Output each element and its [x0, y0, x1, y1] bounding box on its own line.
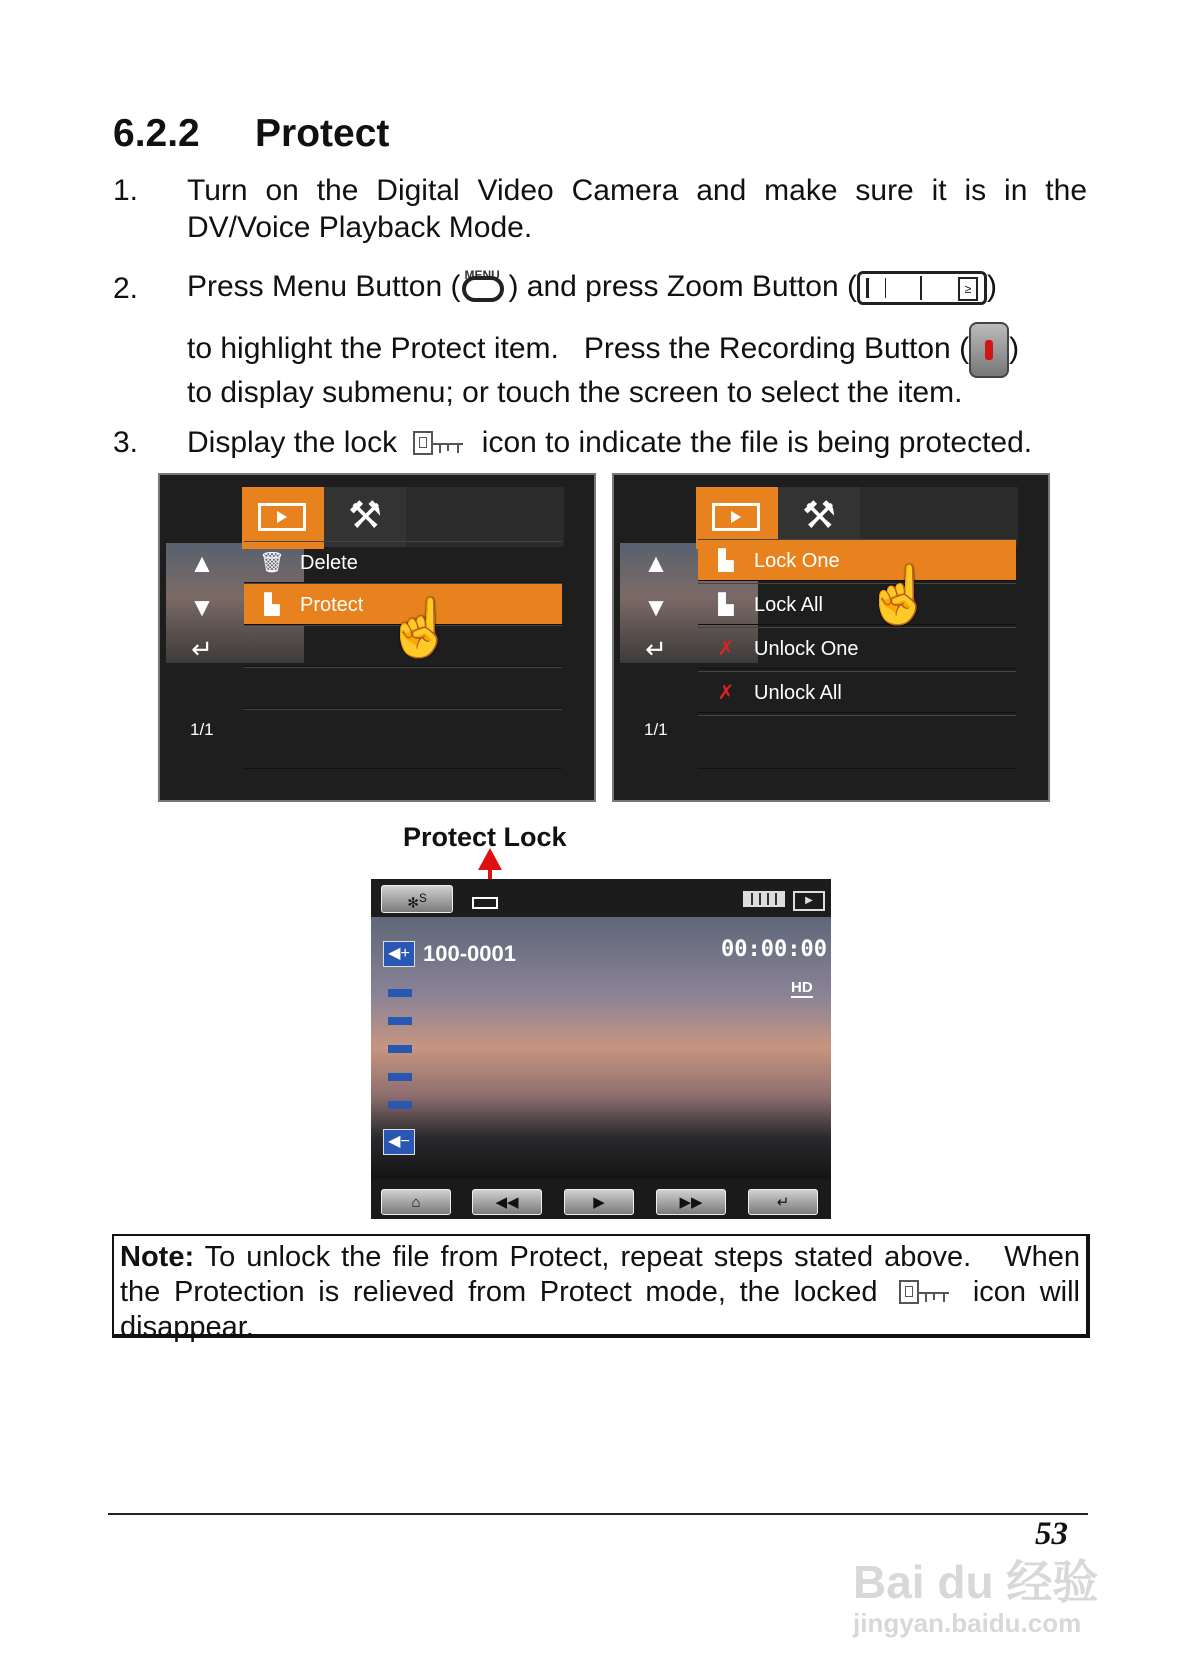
- lock-icon: [413, 431, 465, 457]
- step-2-text-d: to highlight the Protect item. Press the Recording Button (: [187, 331, 970, 365]
- volume-down-button[interactable]: [383, 1129, 415, 1155]
- pointing-hand-icon: ☝: [385, 596, 455, 659]
- elapsed-time: 00:00:00: [721, 937, 827, 962]
- playback-screen: [371, 879, 831, 1219]
- scroll-down-button[interactable]: [620, 587, 692, 627]
- speaker-minus-icon: ◀−: [388, 1133, 410, 1150]
- note-text-b: icon will disappear.: [120, 1276, 1080, 1343]
- step-2-text-b: ) and press Zoom Button (: [508, 270, 857, 303]
- step-2-text-c: ): [986, 270, 997, 303]
- speaker-plus-icon: ◀+: [388, 945, 410, 962]
- section-title: Protect: [255, 112, 390, 155]
- playback-control-bar: [371, 1179, 831, 1219]
- menu-list: [698, 539, 1018, 769]
- step-3-number: 3.: [113, 426, 139, 459]
- menu-row-empty: [244, 667, 562, 709]
- step-1-number: 1.: [113, 174, 139, 207]
- menu-row-empty: [244, 709, 562, 769]
- home-icon: ⌂: [411, 1194, 421, 1211]
- step-3-text-b: icon to indicate the file is being protected.: [481, 426, 1033, 459]
- up-arrow-icon: ▲: [189, 548, 215, 578]
- step-2-text-e: ): [1009, 331, 1020, 365]
- play-button[interactable]: [564, 1189, 634, 1215]
- lock-icon: [899, 1280, 951, 1306]
- scene-mode-icon: ✻: [407, 894, 419, 911]
- menu-icon-label: MENU: [464, 268, 500, 283]
- step-2-number: 2.: [113, 272, 139, 305]
- step-3-text-a: Display the lock: [187, 426, 398, 459]
- menu-screen-lock: [612, 473, 1050, 802]
- menu-item-lock-all[interactable]: [698, 583, 1016, 625]
- step-1-text: Turn on the Digital Video Camera and make sure it is in the DV/Voice Playback Mode.: [187, 174, 1087, 244]
- scene-mode-button[interactable]: [381, 885, 453, 913]
- page-indicator: 1/1: [190, 720, 214, 739]
- play-icon: [731, 511, 741, 523]
- menu-tab-bar: [242, 487, 564, 547]
- lock-file-icon: ▙: [718, 550, 734, 572]
- lock-file-icon: ▙: [264, 594, 280, 616]
- scroll-up-button[interactable]: [166, 543, 238, 583]
- playback-status-bar: [371, 879, 831, 917]
- volume-level-bar: [388, 1017, 412, 1025]
- return-icon: ↵: [645, 634, 667, 664]
- protect-lock-icon: [472, 897, 498, 909]
- menu-item-delete[interactable]: [244, 541, 562, 583]
- wrench-icon: ⚒: [347, 495, 383, 537]
- lock-file-icon: ▙: [718, 594, 734, 616]
- playback-mode-icon: ▶: [793, 891, 825, 911]
- file-number: 100-0001: [423, 941, 516, 966]
- hd-badge: HD: [791, 979, 813, 996]
- battery-icon: [743, 891, 785, 907]
- step-3-text: [187, 424, 1087, 461]
- volume-level-bar: [388, 1045, 412, 1053]
- menu-item-label: Protect: [300, 594, 364, 616]
- back-button[interactable]: [620, 629, 692, 669]
- menu-screen-protect: [158, 473, 596, 802]
- step-2-line-3: to display submenu; or touch the screen to select the item.: [187, 376, 963, 409]
- wrench-icon: ⚒: [801, 495, 837, 537]
- trash-icon: 🗑: [259, 552, 285, 574]
- volume-level-bar: [388, 1073, 412, 1081]
- section-heading: [113, 112, 389, 156]
- back-button[interactable]: [166, 629, 238, 669]
- tab-settings[interactable]: [324, 487, 406, 547]
- play-icon: [277, 511, 287, 523]
- scroll-down-button[interactable]: [166, 587, 238, 627]
- step-2-text-a: Press Menu Button (: [187, 270, 461, 303]
- baidu-watermark-logo: Bai du 经验: [853, 1556, 1099, 1608]
- tab-settings[interactable]: [778, 487, 860, 547]
- section-number: 6.2.2: [113, 112, 200, 155]
- home-button[interactable]: [381, 1189, 451, 1215]
- note-text-a: To unlock the file from Protect, repeat steps stated above. When the Protection is relieved from Protect mode, the locked: [120, 1241, 1089, 1308]
- unlock-icon: ✗: [717, 638, 735, 660]
- volume-level-bar: [388, 989, 412, 997]
- menu-item-unlock-all[interactable]: [698, 671, 1016, 713]
- return-icon: ↵: [776, 1194, 790, 1211]
- play-icon: ▶: [593, 1194, 605, 1211]
- step-2-line-2: [187, 322, 1087, 372]
- return-button[interactable]: [748, 1189, 818, 1215]
- menu-item-label: Lock One: [754, 550, 840, 572]
- footer-divider: [108, 1513, 1088, 1515]
- menu-tab-bar: [696, 487, 1018, 547]
- zoom-button-icon: ≥: [857, 271, 987, 305]
- down-arrow-icon: ▼: [189, 592, 215, 622]
- down-arrow-icon: ▼: [643, 592, 669, 622]
- rewind-icon: ◀◀: [495, 1194, 519, 1211]
- note-label: Note:: [120, 1241, 195, 1273]
- volume-level-bar: [388, 1101, 412, 1109]
- return-icon: ↵: [191, 634, 213, 664]
- menu-item-label: Unlock All: [754, 682, 842, 704]
- protect-lock-caption: Protect Lock: [403, 822, 567, 852]
- menu-item-unlock-one[interactable]: [698, 627, 1016, 669]
- unlock-icon: ✗: [717, 682, 735, 704]
- menu-item-lock-one[interactable]: [698, 539, 1016, 581]
- menu-item-label: Lock All: [754, 594, 823, 616]
- volume-up-button[interactable]: [383, 941, 415, 967]
- up-arrow-icon: ▲: [643, 548, 669, 578]
- menu-button-icon: [460, 268, 508, 308]
- page-number: 53: [1035, 1516, 1068, 1552]
- record-button-icon: [969, 322, 1009, 378]
- step-2-line-1: [187, 262, 1087, 312]
- rewind-button[interactable]: [472, 1189, 542, 1215]
- note-box: [112, 1234, 1090, 1343]
- scene-badge: S: [418, 892, 427, 905]
- page-indicator: 1/1: [644, 720, 668, 739]
- tab-playback[interactable]: [242, 487, 324, 549]
- baidu-watermark-url: jingyan.baidu.com: [853, 1608, 1082, 1638]
- pointing-hand-icon: ☝: [864, 563, 934, 626]
- fast-forward-button[interactable]: [656, 1189, 726, 1215]
- scroll-up-button[interactable]: [620, 543, 692, 583]
- menu-row-empty: [698, 715, 1016, 769]
- menu-item-label: Delete: [300, 552, 358, 574]
- menu-item-label: Unlock One: [754, 638, 859, 660]
- fast-forward-icon: ▶▶: [679, 1194, 703, 1211]
